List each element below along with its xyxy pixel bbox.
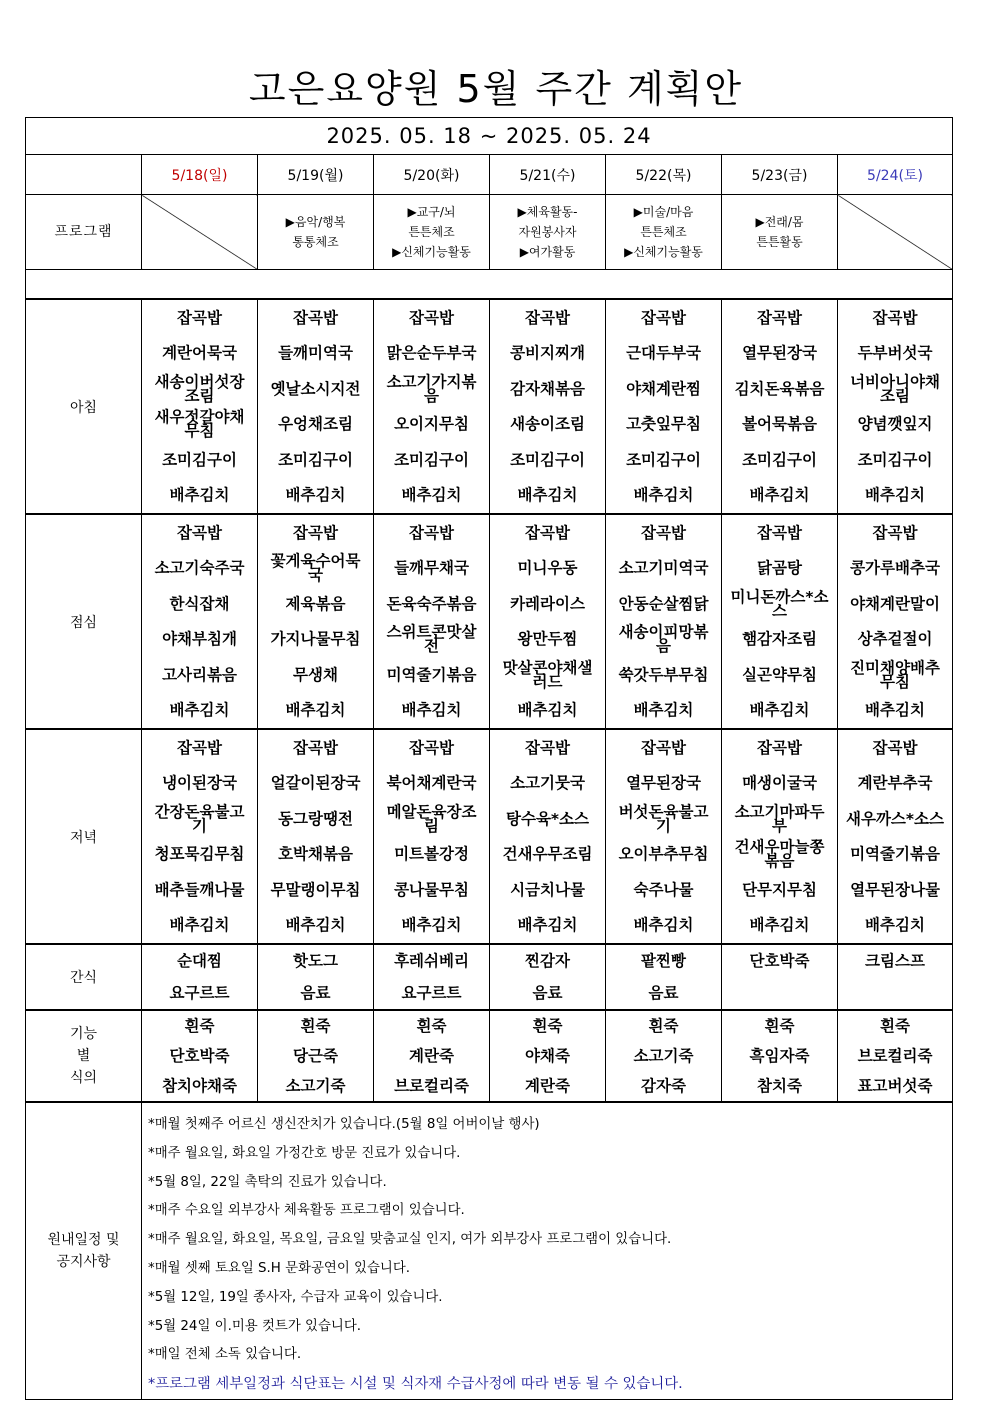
menu-item: 잡곡밥 [641, 523, 686, 542]
program-cell [722, 195, 838, 270]
program-label: 프로그램 [26, 195, 142, 270]
porridge-item: 브로컬리죽 [857, 1047, 933, 1065]
day-cell [722, 1010, 838, 1102]
snack-item [838, 977, 952, 1009]
menu-item: 배추김치 [285, 486, 346, 505]
menu-item: 새송이조림 [510, 415, 585, 434]
menu-item: 배추김치 [633, 486, 694, 505]
menu-item: 배추김치 [401, 486, 462, 505]
menu-item: 배추김치 [749, 486, 810, 505]
program-line: 튼튼체조 [640, 225, 687, 239]
day-cell [490, 729, 606, 944]
menu-item: 배추김치 [169, 486, 230, 505]
menu-item: 한식잡채 [169, 594, 230, 613]
menu-item: 배추김치 [749, 916, 810, 935]
day-header: 5/19(월) [258, 155, 374, 195]
menu-item: 볼어묵볶음 [742, 415, 817, 434]
breakfast-label: 아침 [26, 299, 142, 514]
program-line: 튼튼체조 [408, 225, 455, 239]
menu-item: 건새우무조림 [502, 845, 593, 864]
menu-item: 안동순살찜닭 [618, 594, 709, 613]
notice-item: *매주 월요일, 화요일, 목요일, 금요일 맞춤교실 인지, 여가 외부강사 프로그램이 있습니다. [148, 1232, 672, 1248]
menu-item: 맑은순두부국 [386, 344, 477, 363]
menu-item: 배추김치 [865, 701, 925, 720]
porridge-item: 소고기죽 [633, 1047, 694, 1065]
menu-item: 무생채 [293, 665, 338, 684]
notice-item: *매주 수요일 외부강사 체육활동 프로그램이 있습니다. [148, 1203, 465, 1219]
program-line: ▶신체기능활동 [392, 245, 471, 259]
menu-item: 너비아니야채조림 [850, 372, 940, 405]
menu-item: 오이지무침 [394, 415, 469, 434]
day-cell [722, 299, 838, 514]
menu-item: 돈육숙주볶음 [386, 594, 477, 613]
breakfast-row [26, 299, 953, 514]
menu-item: 조미김구이 [742, 450, 817, 469]
menu-item: 배추김치 [865, 486, 925, 505]
snack-item: 요구르트 [169, 984, 230, 1002]
notice-item: *프로그램 세부일정과 식단표는 시설 및 식자재 수급사정에 따라 변동 될 수 있습니다. [148, 1376, 683, 1393]
menu-item: 잡곡밥 [409, 308, 454, 327]
program-line: ▶전래/몸 [755, 215, 804, 229]
day-cell [838, 514, 953, 729]
notice-item: *5월 8일, 22일 촉탁의 진료가 있습니다. [148, 1174, 387, 1190]
menu-item: 상추겉절이 [857, 630, 933, 649]
snack-row [26, 944, 953, 1010]
day-cell [142, 944, 258, 1010]
snack-item [722, 977, 837, 1009]
day-header: 5/20(화) [374, 155, 490, 195]
menu-item: 배추김치 [865, 916, 925, 935]
snack-item: 찐감자 [525, 952, 570, 970]
program-line: 자원봉사자 [518, 225, 577, 239]
menu-item: 카레라이스 [510, 594, 585, 613]
label-line: 별 [76, 1048, 91, 1064]
label-line: 공지사항 [56, 1253, 111, 1270]
menu-item: 야채계란말이 [850, 594, 940, 613]
menu-item: 조미김구이 [394, 450, 469, 469]
lunch-label: 점심 [26, 514, 142, 729]
menu-item: 잡곡밥 [872, 308, 918, 327]
program-line: 튼튼활동 [756, 235, 803, 249]
menu-item: 잡곡밥 [525, 308, 570, 327]
date-range: 2025. 05. 18 ~ 2025. 05. 24 [26, 118, 953, 155]
menu-item: 잡곡밥 [177, 308, 222, 327]
menu-item: 조미김구이 [510, 450, 585, 469]
porridge-item: 브로컬리죽 [394, 1077, 469, 1095]
dinner-row [26, 729, 953, 944]
corner-cell [26, 155, 142, 195]
menu-item: 가지나물무침 [270, 630, 361, 649]
day-cell [606, 514, 722, 729]
day-cell [606, 944, 722, 1010]
functional-meal-label [26, 1010, 142, 1102]
porridge-item: 표고버섯죽 [857, 1077, 933, 1095]
menu-item: 스위트콘맛살전 [386, 623, 477, 656]
notice-item: *5월 24일 이.미용 컷트가 있습니다. [148, 1318, 362, 1334]
menu-item: 배추김치 [749, 701, 810, 720]
menu-item: 열무된장국 [742, 344, 817, 363]
menu-item: 열무된장국 [626, 774, 701, 793]
menu-item: 조미김구이 [626, 450, 701, 469]
porridge-item: 감자죽 [641, 1077, 686, 1095]
menu-item: 미역줄기볶음 [386, 665, 477, 684]
day-cell [722, 729, 838, 944]
snack-item: 후레쉬베리 [394, 952, 469, 970]
menu-item: 조미김구이 [162, 450, 237, 469]
menu-item: 진미채양배추무침 [850, 658, 940, 691]
notice-item: *매주 월요일, 화요일 가정간호 방문 진료가 있습니다. [148, 1145, 461, 1161]
menu-item: 단무지무침 [742, 880, 817, 899]
menu-item: 야채계란찜 [626, 379, 701, 398]
menu-item: 간장돈육불고기 [154, 802, 245, 835]
menu-item: 옛날소시지전 [270, 379, 361, 398]
porridge-item: 계란죽 [409, 1047, 454, 1065]
day-cell [490, 1010, 606, 1102]
menu-item: 양념깻잎지 [857, 415, 933, 434]
porridge-item: 단호박죽 [169, 1047, 230, 1065]
label-line: 기능 [69, 1026, 98, 1042]
porridge-item: 흰죽 [184, 1017, 215, 1035]
notice-item: *매일 전체 소독 있습니다. [148, 1347, 302, 1363]
menu-item: 고춧잎무침 [626, 415, 701, 434]
notice-item: *매월 셋째 토요일 S.H 문화공연이 있습니다. [148, 1260, 411, 1276]
day-cell [606, 299, 722, 514]
menu-item: 배추김치 [401, 701, 462, 720]
menu-item: 닭곰탕 [757, 559, 802, 578]
menu-item: 배추김치 [633, 701, 694, 720]
program-line: ▶미술/마음 [633, 205, 694, 219]
porridge-item: 참치죽 [757, 1077, 802, 1095]
menu-item: 매생이굴국 [742, 774, 817, 793]
menu-item: 제육볶음 [285, 594, 346, 613]
day-cell [374, 1010, 490, 1102]
menu-item: 청포묵김무침 [154, 845, 245, 864]
menu-item: 배추들깨나물 [154, 880, 245, 899]
porridge-item: 흰죽 [300, 1017, 331, 1035]
empty-program-cell [838, 195, 953, 270]
menu-item: 잡곡밥 [293, 738, 338, 757]
menu-item: 미니우동 [517, 559, 578, 578]
day-header-row [26, 155, 953, 195]
menu-item: 잡곡밥 [293, 308, 338, 327]
snack-item: 음료 [532, 984, 563, 1002]
menu-item: 소고기뭇국 [510, 774, 585, 793]
snack-item: 단호박죽 [749, 952, 810, 970]
menu-item: 잡곡밥 [177, 523, 222, 542]
porridge-item: 당근죽 [293, 1047, 338, 1065]
menu-item: 소고기미역국 [618, 559, 709, 578]
porridge-item: 소고기죽 [285, 1077, 346, 1095]
menu-item: 야채부침개 [162, 630, 237, 649]
snack-item: 음료 [300, 984, 331, 1002]
snack-item: 팥찐빵 [641, 952, 686, 970]
notice-item: *매월 첫째주 어르신 생신잔치가 있습니다.(5월 8일 어버이날 행사) [148, 1117, 540, 1132]
dinner-label: 저녁 [26, 729, 142, 944]
menu-item: 계란부추국 [857, 774, 933, 793]
lunch-row [26, 514, 953, 729]
menu-item: 미니돈까스*소스 [730, 587, 829, 620]
menu-item: 버섯돈육불고기 [618, 802, 709, 835]
empty-program-cell [142, 195, 258, 270]
menu-item: 무말랭이무침 [270, 880, 361, 899]
porridge-item: 흰죽 [416, 1017, 447, 1035]
menu-item: 배추김치 [517, 701, 578, 720]
menu-item: 두부버섯국 [857, 344, 933, 363]
menu-item: 소고기마파두부 [734, 802, 825, 835]
menu-item: 열무된장나물 [850, 880, 940, 899]
day-cell [490, 299, 606, 514]
snack-item: 순대찜 [177, 952, 222, 970]
program-cell [606, 195, 722, 270]
weekly-plan-table [25, 117, 953, 1400]
menu-item: 동그랑땡전 [278, 809, 353, 828]
menu-item: 잡곡밥 [525, 523, 570, 542]
menu-item: 실곤약무침 [742, 665, 817, 684]
menu-item: 잡곡밥 [409, 738, 454, 757]
porridge-item: 참치야채죽 [162, 1077, 237, 1095]
notices-row [26, 1102, 953, 1399]
menu-item: 감자채볶음 [510, 379, 585, 398]
menu-item: 배추김치 [285, 916, 346, 935]
menu-item: 숙주나물 [633, 880, 694, 899]
day-cell [374, 729, 490, 944]
day-cell [490, 944, 606, 1010]
menu-item: 미트볼강정 [394, 845, 469, 864]
menu-item: 메알돈육장조림 [386, 802, 477, 835]
porridge-item: 흰죽 [648, 1017, 679, 1035]
day-header: 5/23(금) [722, 155, 838, 195]
day-cell [838, 944, 953, 1010]
notices-list [142, 1102, 953, 1399]
menu-item: 잡곡밥 [757, 523, 802, 542]
menu-item: 새송이피망볶음 [618, 623, 709, 656]
menu-item: 근대두부국 [626, 344, 701, 363]
menu-item: 배추김치 [169, 701, 230, 720]
menu-item: 잡곡밥 [757, 738, 802, 757]
spacer-row [26, 270, 953, 300]
day-cell [838, 299, 953, 514]
menu-item: 새우까스*소스 [846, 809, 944, 828]
menu-item: 잡곡밥 [757, 308, 802, 327]
menu-item: 배추김치 [169, 916, 230, 935]
menu-item: 호박채볶음 [278, 845, 353, 864]
day-cell [258, 944, 374, 1010]
menu-item: 계란어묵국 [162, 344, 237, 363]
menu-item: 콩비지찌개 [510, 344, 585, 363]
day-cell [606, 1010, 722, 1102]
menu-item: 조미김구이 [857, 450, 933, 469]
day-cell [722, 514, 838, 729]
menu-item: 잡곡밥 [525, 738, 570, 757]
menu-item: 잡곡밥 [641, 308, 686, 327]
menu-item: 고사리볶음 [162, 665, 237, 684]
day-cell [374, 514, 490, 729]
day-cell [258, 299, 374, 514]
menu-item: 쑥갓두부무침 [618, 665, 709, 684]
menu-item: 콩가루배추국 [850, 559, 940, 578]
menu-item: 잡곡밥 [409, 523, 454, 542]
menu-item: 소고기숙주국 [154, 559, 245, 578]
snack-item: 음료 [648, 984, 679, 1002]
label-line: 식의 [69, 1070, 98, 1086]
program-cell [374, 195, 490, 270]
menu-item: 미역줄기볶음 [850, 845, 940, 864]
porridge-item: 흰죽 [532, 1017, 563, 1035]
porridge-item: 흑임자죽 [749, 1047, 810, 1065]
menu-item: 김치돈육볶음 [734, 379, 825, 398]
day-header: 5/21(수) [490, 155, 606, 195]
porridge-item: 야채죽 [525, 1047, 570, 1065]
program-row [26, 195, 953, 270]
menu-item: 탕수육*소스 [506, 809, 589, 828]
menu-item: 냉이된장국 [162, 774, 237, 793]
menu-item: 배추김치 [633, 916, 694, 935]
day-cell [142, 1010, 258, 1102]
program-line: ▶체육활동- [517, 205, 578, 219]
notices-label [26, 1102, 142, 1399]
menu-item: 잡곡밥 [641, 738, 686, 757]
label-line: 원내일정 및 [47, 1231, 120, 1248]
program-line: ▶교구/뇌 [407, 205, 456, 219]
day-cell [258, 1010, 374, 1102]
page-title: 고은요양원 5월 주간 계획안 [248, 67, 744, 111]
functional-meal-row [26, 1010, 953, 1102]
porridge-item: 흰죽 [764, 1017, 795, 1035]
menu-item: 배추김치 [517, 916, 578, 935]
menu-item: 잡곡밥 [872, 738, 918, 757]
day-header: 5/24(토) [838, 155, 953, 195]
menu-item: 콩나물무침 [394, 880, 469, 899]
day-cell [490, 514, 606, 729]
program-cell [258, 195, 374, 270]
menu-item: 햄감자조림 [742, 630, 817, 649]
day-cell [606, 729, 722, 944]
menu-item: 들깨미역국 [278, 344, 353, 363]
menu-item: 북어채계란국 [386, 774, 477, 793]
day-cell [838, 729, 953, 944]
day-cell [722, 944, 838, 1010]
snack-item: 요구르트 [401, 984, 462, 1002]
menu-item: 새송이버섯장조림 [154, 372, 245, 405]
day-cell [142, 299, 258, 514]
menu-item: 배추김치 [285, 701, 346, 720]
day-cell [838, 1010, 953, 1102]
menu-item: 오이부추무침 [618, 845, 709, 864]
menu-item: 잡곡밥 [177, 738, 222, 757]
menu-item: 소고기가지볶음 [386, 372, 477, 405]
day-header: 5/22(목) [606, 155, 722, 195]
snack-item: 크림스프 [865, 952, 925, 970]
snack-item: 핫도그 [293, 952, 338, 970]
menu-item: 새우젓갈야채무침 [154, 408, 245, 441]
program-line: 통통체조 [292, 235, 339, 249]
day-cell [374, 299, 490, 514]
menu-item: 들깨무채국 [394, 559, 469, 578]
menu-item: 시금치나물 [510, 880, 585, 899]
program-line: ▶여가활동 [519, 245, 576, 259]
menu-item: 우엉채조림 [278, 415, 353, 434]
day-cell [258, 514, 374, 729]
menu-item: 얼갈이된장국 [270, 774, 361, 793]
notice-item: *5월 12일, 19일 종사자, 수급자 교육이 있습니다. [148, 1289, 443, 1305]
menu-item: 잡곡밥 [293, 523, 338, 542]
menu-item: 건새우마늘쫑볶음 [734, 838, 825, 871]
day-cell [142, 514, 258, 729]
porridge-item: 계란죽 [525, 1077, 570, 1095]
menu-item: 왕만두찜 [517, 630, 578, 649]
menu-item: 꽃게육수어묵국 [270, 552, 361, 585]
menu-item: 배추김치 [401, 916, 462, 935]
snack-label: 간식 [26, 944, 142, 1010]
menu-item: 배추김치 [517, 486, 578, 505]
menu-item: 맛살콘야채샐러드 [502, 658, 593, 691]
porridge-item: 흰죽 [880, 1017, 910, 1035]
day-cell [142, 729, 258, 944]
menu-item: 조미김구이 [278, 450, 353, 469]
program-cell [490, 195, 606, 270]
menu-item: 잡곡밥 [872, 523, 918, 542]
program-line: ▶신체기능활동 [624, 245, 703, 259]
day-cell [374, 944, 490, 1010]
day-cell [258, 729, 374, 944]
program-line: ▶음악/행복 [285, 215, 346, 229]
day-header: 5/18(일) [142, 155, 258, 195]
